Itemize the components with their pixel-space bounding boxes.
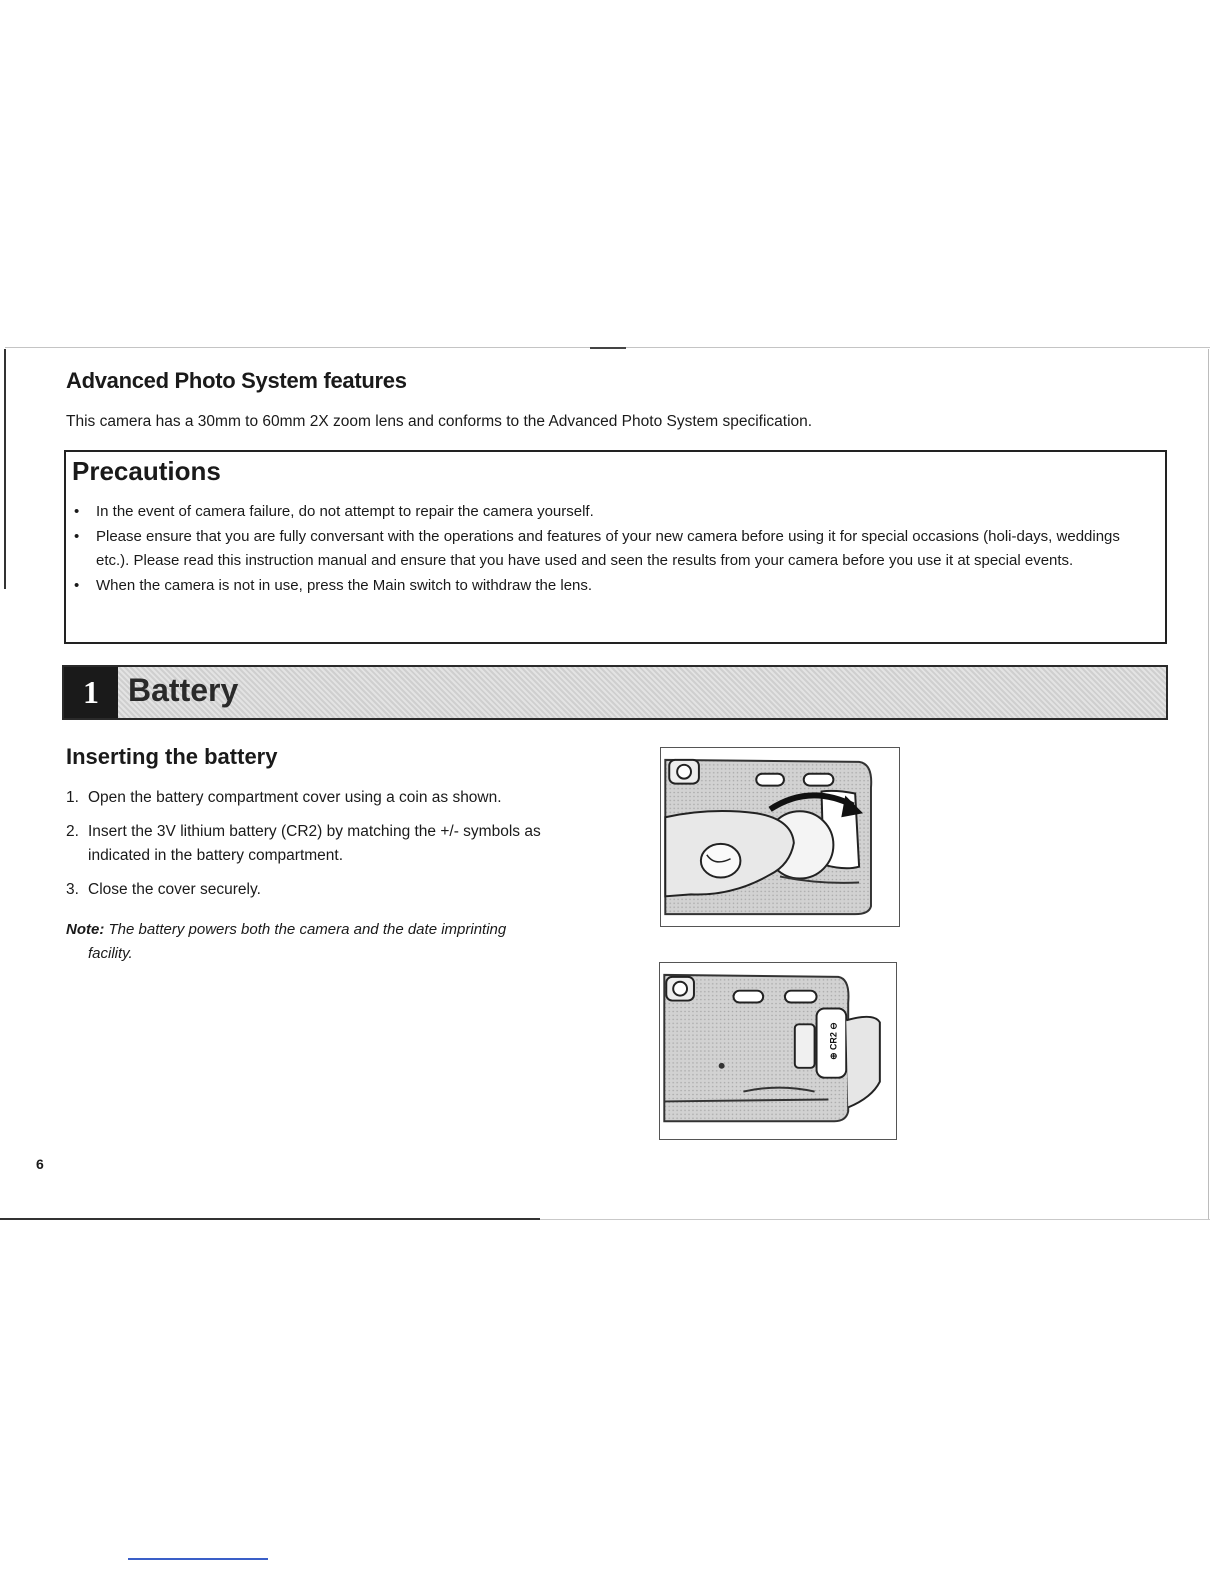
step-text: Close the cover securely. bbox=[88, 881, 261, 898]
step-number: 1. bbox=[66, 789, 79, 806]
figure-open-cover bbox=[660, 747, 900, 927]
section-title: Battery bbox=[128, 672, 239, 708]
precaution-text: When the camera is not in use, press the Main switch to withdraw the lens. bbox=[96, 577, 593, 594]
inserting-title: Inserting the battery bbox=[66, 744, 278, 769]
bottom-rule bbox=[128, 1558, 268, 1560]
precautions-list bbox=[72, 500, 1156, 599]
step-number: 2. bbox=[66, 823, 79, 840]
step-item bbox=[66, 786, 606, 810]
bullet-icon: • bbox=[74, 503, 80, 520]
bullet-icon: • bbox=[74, 528, 80, 545]
step-number: 3. bbox=[66, 881, 79, 898]
features-text: This camera has a 30mm to 60mm 2X zoom lens and conforms to the Advanced Photo System specification. bbox=[66, 413, 813, 430]
features-title: Advanced Photo System features bbox=[66, 368, 407, 393]
camera-battery-illustration bbox=[660, 963, 896, 1139]
figure-battery-inserted bbox=[659, 962, 897, 1140]
note-text-continued: facility. bbox=[88, 945, 133, 962]
frame-bottom-line bbox=[0, 1218, 540, 1220]
note bbox=[66, 918, 566, 966]
camera-coin-illustration bbox=[661, 748, 899, 926]
precaution-text: Please ensure that you are fully conversant with the operations and features of your new camera before using it for special occasions (holi-days, weddings etc.). Please read this instruction manual and ensure that you have used and seen the results from your camera before you use it at special events. bbox=[96, 528, 1120, 569]
step-item bbox=[66, 878, 606, 902]
step-item bbox=[66, 820, 606, 868]
frame-right-line bbox=[1208, 349, 1209, 1219]
precaution-item bbox=[72, 574, 1156, 598]
frame-left-line bbox=[4, 349, 6, 589]
precaution-item bbox=[72, 500, 1156, 524]
frame-top-mark bbox=[590, 347, 626, 349]
precaution-item bbox=[72, 525, 1156, 573]
steps-list bbox=[66, 786, 606, 912]
frame-bottom-line-light bbox=[540, 1219, 1210, 1220]
step-text: Insert the 3V lithium battery (CR2) by matching the +/- symbols as indicated in the battery compartment. bbox=[88, 823, 541, 864]
note-text: The battery powers both the camera and the date imprinting bbox=[108, 921, 507, 938]
bullet-icon: • bbox=[74, 577, 80, 594]
battery-label: ⊕ CR2 ⊖ bbox=[828, 1022, 839, 1060]
precaution-text: In the event of camera failure, do not attempt to repair the camera yourself. bbox=[96, 503, 594, 520]
precautions-title: Precautions bbox=[72, 456, 221, 486]
section-number: 1 bbox=[64, 667, 118, 718]
page-number: 6 bbox=[36, 1156, 44, 1172]
step-text: Open the battery compartment cover using a coin as shown. bbox=[88, 789, 502, 806]
note-label: Note: bbox=[66, 921, 105, 938]
